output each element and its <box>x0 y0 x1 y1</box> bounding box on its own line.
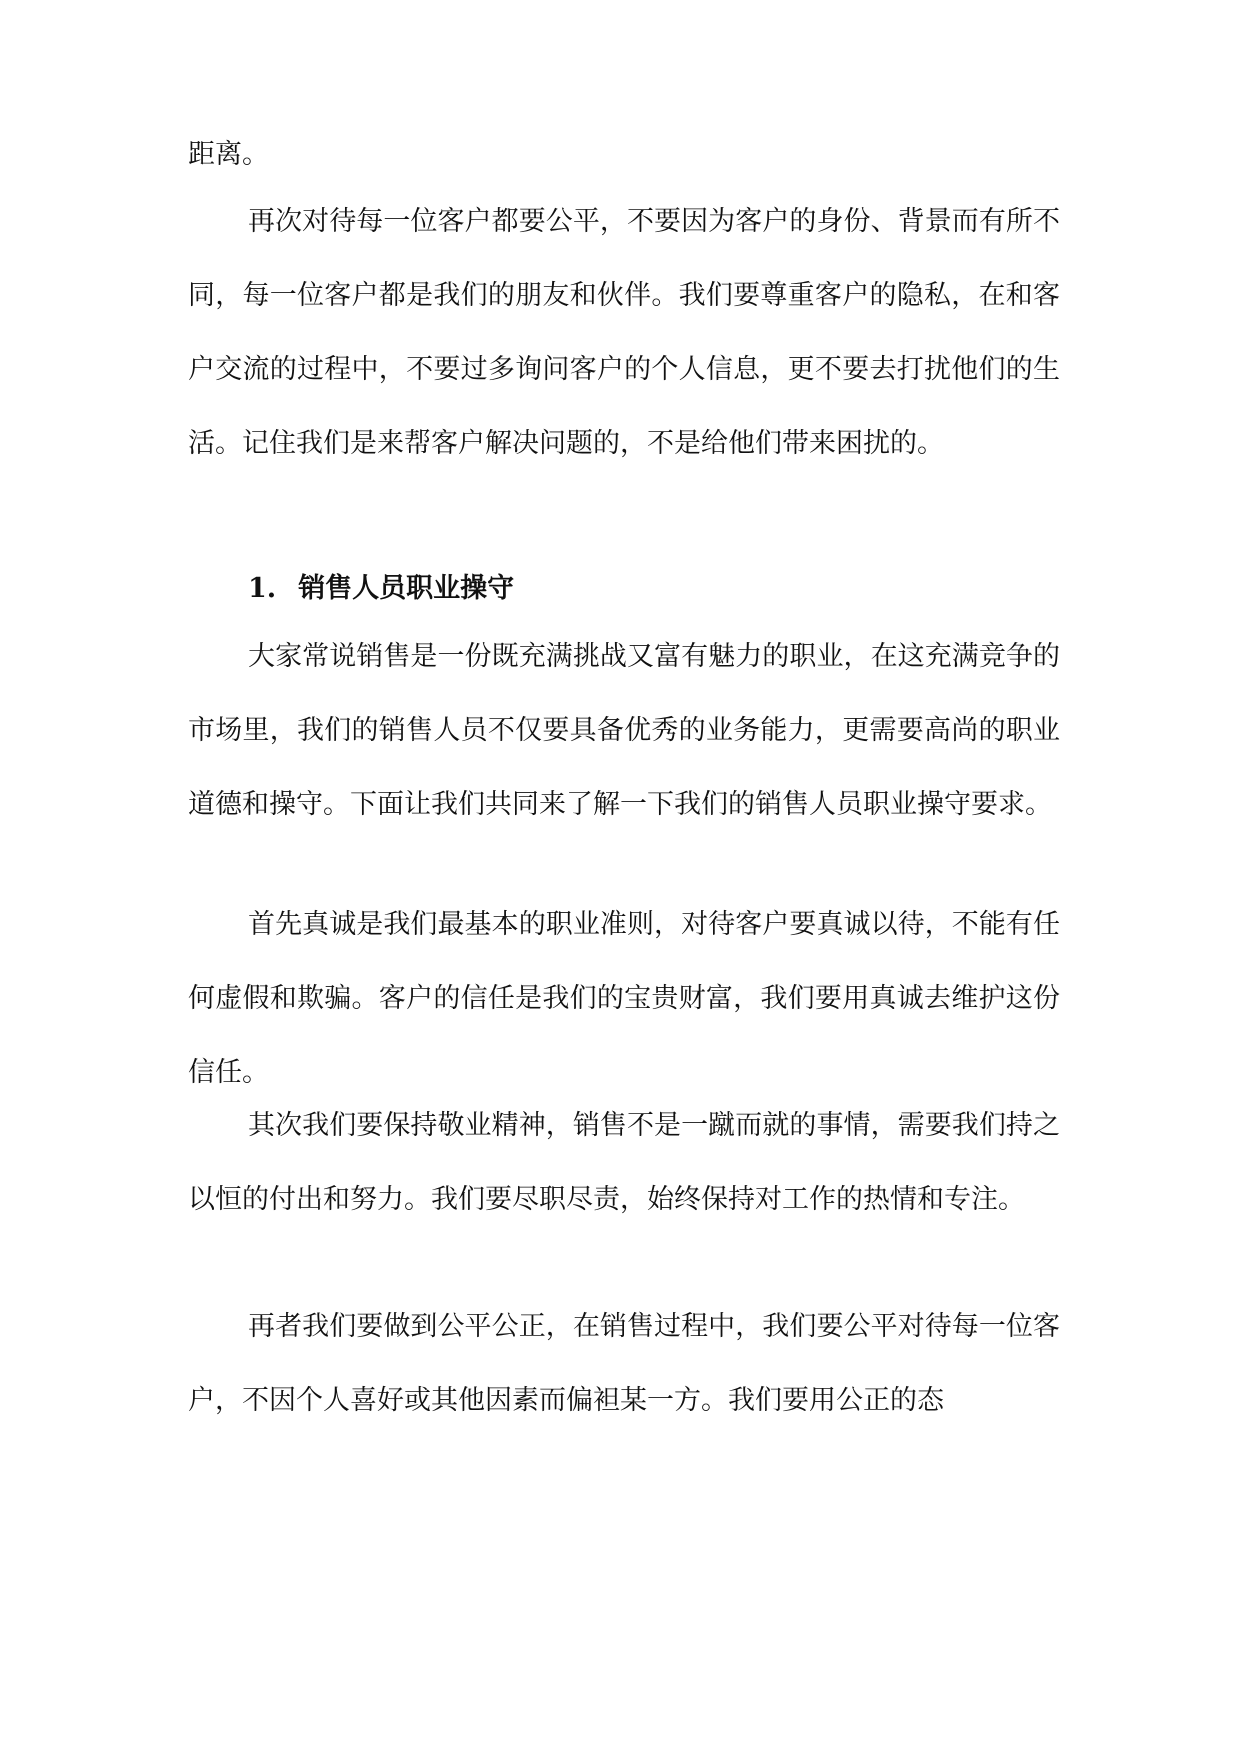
paragraph-fairness-privacy: 再次对待每一位客户都要公平，不要因为客户的身份、背景而有所不同，每一位客户都是我们的朋友和伙伴。我们要尊重客户的隐私，在和客户交流的过程中，不要过多询问客户的个人信息，更不要去打扰他们的生活。记住我们是来帮客户解决问题的，不是给他们带来困扰的。 <box>188 206 1060 459</box>
paragraph-sincerity: 首先真诚是我们最基本的职业准则，对待客户要真诚以待，不能有任何虚假和欺骗。客户的信任是我们的宝贵财富，我们要用真诚去维护这份信任。 <box>188 909 1060 1088</box>
paragraph-intro: 大家常说销售是一份既充满挑战又富有魅力的职业，在这充满竞争的市场里，我们的销售人员不仅要具备优秀的业务能力，更需要高尚的职业道德和操守。下面让我们共同来了解一下我们的销售人员职业操守要求。 <box>188 641 1060 820</box>
section-heading <box>248 552 1048 626</box>
section-number: 1. <box>248 573 277 604</box>
paragraph-dedication: 其次我们要保持敬业精神，销售不是一蹴而就的事情，需要我们持之以恒的付出和努力。我们要尽职尽责，始终保持对工作的热情和专注。 <box>188 1110 1060 1215</box>
paragraph-continuation: 距离。 <box>188 139 269 170</box>
paragraph-impartiality: 再者我们要做到公平公正，在销售过程中，我们要公平对待每一位客户，不因个人喜好或其他因素而偏袒某一方。我们要用公正的态 <box>188 1311 1060 1416</box>
section-title: 销售人员职业操守 <box>298 573 515 604</box>
